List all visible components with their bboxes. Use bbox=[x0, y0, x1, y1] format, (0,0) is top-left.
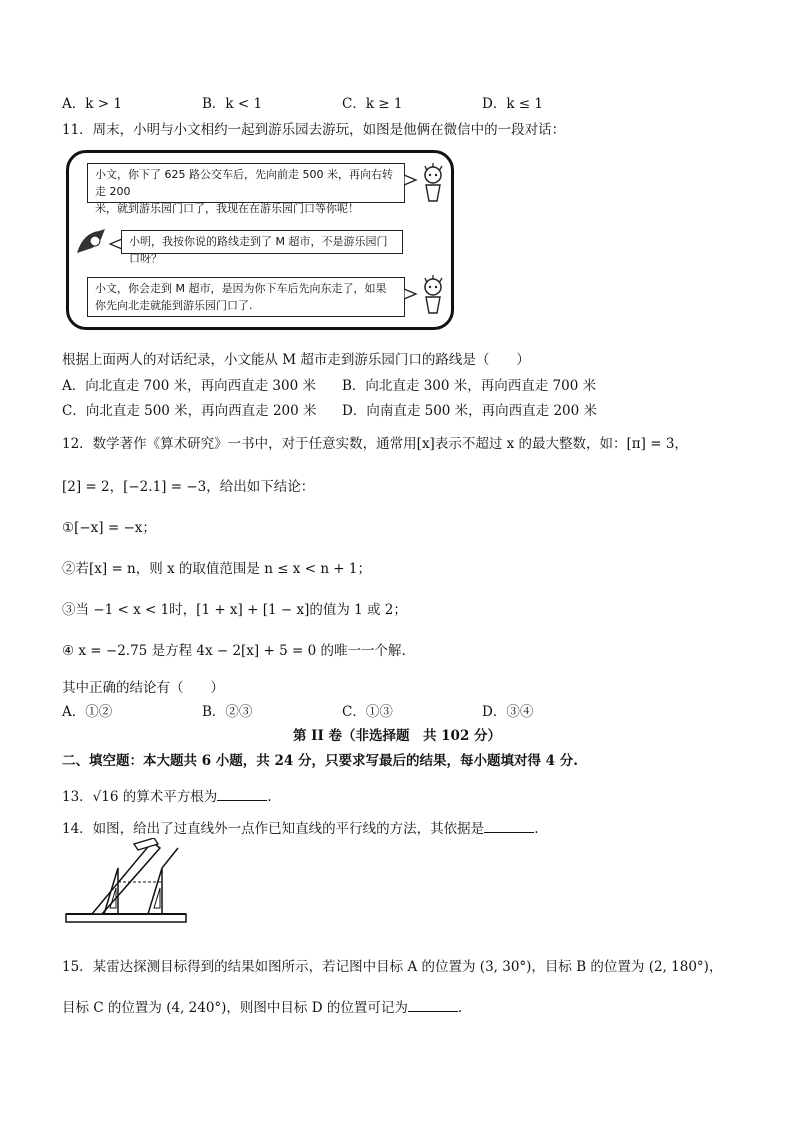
q10-option-d: D．k ≤ 1 bbox=[482, 96, 543, 112]
bubble-1-pointer bbox=[404, 173, 418, 187]
q11-question: 根据上面两人的对话纪录，小文能从 M 超市走到游乐园门口的路线是（ ） bbox=[62, 352, 530, 368]
q12-conclusion-1: ①[−x] = −x； bbox=[62, 520, 156, 536]
q13-period: . bbox=[267, 789, 272, 805]
q15-answer-blank[interactable] bbox=[408, 999, 458, 1012]
q12-stem-line1: 12．数学著作《算术研究》一书中，对于任意实数，通常用[x]表示不超过 x 的最大整数，如：[π] = 3， bbox=[62, 436, 688, 452]
q14-answer-blank[interactable] bbox=[484, 820, 534, 833]
q10-option-a: A．k > 1 bbox=[62, 96, 122, 112]
section2-title: 二、填空题：本大题共 6 小题，共 24 分，只要求写最后的结果，每小题填对得 4 分. bbox=[62, 753, 578, 769]
part2-title: 第 II 卷（非选择题 共 102 分） bbox=[292, 728, 502, 744]
q12-ask: 其中正确的结论有（ ） bbox=[62, 680, 224, 696]
q12-option-d: D．③④ bbox=[482, 704, 534, 720]
chat-bubble-2 bbox=[121, 230, 403, 265]
q11-stem: 11．周末，小明与小文相约一起到游乐园去游玩，如图是他俩在微信中的一段对话： bbox=[62, 122, 566, 138]
wechat-conversation-figure bbox=[66, 150, 454, 330]
q14-parallel-line-construction-figure bbox=[62, 838, 192, 930]
avatar-xiaowen-1-icon bbox=[419, 163, 447, 205]
q14-line bbox=[62, 817, 538, 837]
q15-text: 目标 C 的位置为 (4, 240°)，则图中目标 D 的位置可记为 bbox=[62, 1000, 408, 1016]
q13-answer-blank[interactable] bbox=[217, 788, 267, 801]
q15-line1: 15．某雷达探测目标得到的结果如图所示，若记图中目标 A 的位置为 (3, 30°)，目标 B 的位置为 (2, 180°)， bbox=[62, 959, 723, 975]
q14-period: . bbox=[534, 821, 539, 837]
q13-line bbox=[62, 785, 272, 805]
chat-bubble-1-line1: 小文，你下了 625 路公交车后，先向前走 500 米，再向右转走 200 bbox=[95, 168, 393, 198]
chat-bubble-3 bbox=[87, 277, 405, 317]
chat-bubble-1-line2: 米，就到游乐园门口了，我现在在游乐园门口等你呢！ bbox=[95, 202, 359, 215]
chat-bubble-2-text: 小明，我按你说的路线走到了 M 超市，不是游乐园门口呀？ bbox=[129, 235, 388, 265]
q12-conclusion-4: ④ x = −2.75 是方程 4x − 2[x] + 5 = 0 的唯一一个解. bbox=[62, 643, 406, 659]
q13-text: 13．√16 的算术平方根为 bbox=[62, 789, 218, 805]
chat-bubble-1 bbox=[87, 163, 405, 215]
q10-option-b: B．k < 1 bbox=[202, 96, 263, 112]
q11-option-b: B．向北直走 300 米，再向西直走 700 米 bbox=[342, 378, 597, 394]
chat-bubble-3-line1: 小文，你会走到 M 超市，是因为你下车后先向东走了，如果 bbox=[95, 282, 387, 295]
bubble-3-pointer bbox=[404, 287, 418, 301]
q11-option-c: C．向北直走 500 米，再向西直走 200 米 bbox=[62, 403, 317, 419]
q11-option-d: D．向南直走 500 米，再向西直走 200 米 bbox=[342, 403, 598, 419]
q10-option-c: C．k ≥ 1 bbox=[342, 96, 403, 112]
avatar-xiaowen-2-icon bbox=[419, 275, 447, 317]
q12-conclusion-3: ③当 −1 < x < 1时，[1 + x] + [1 − x]的值为 1 或 2； bbox=[62, 602, 407, 618]
q14-text: 14．如图，给出了过直线外一点作已知直线的平行线的方法，其依据是 bbox=[62, 821, 485, 837]
q12-stem-line2: [2] = 2，[−2.1] = −3，给出如下结论： bbox=[62, 479, 315, 495]
q15-line2 bbox=[62, 996, 462, 1016]
q15-period: . bbox=[457, 1000, 463, 1016]
q12-conclusion-2: ②若[x] = n，则 x 的取值范围是 n ≤ x < n + 1； bbox=[62, 561, 371, 577]
q12-option-a: A．①② bbox=[62, 704, 113, 720]
q12-option-c: C．①③ bbox=[342, 704, 393, 720]
q11-option-a: A．向北直走 700 米，再向西直走 300 米 bbox=[62, 378, 316, 394]
avatar-xiaoming-icon bbox=[75, 227, 109, 257]
chat-bubble-3-line2: 你先向北走就能到游乐园门口了. bbox=[95, 299, 253, 312]
q12-option-b: B．②③ bbox=[202, 704, 253, 720]
